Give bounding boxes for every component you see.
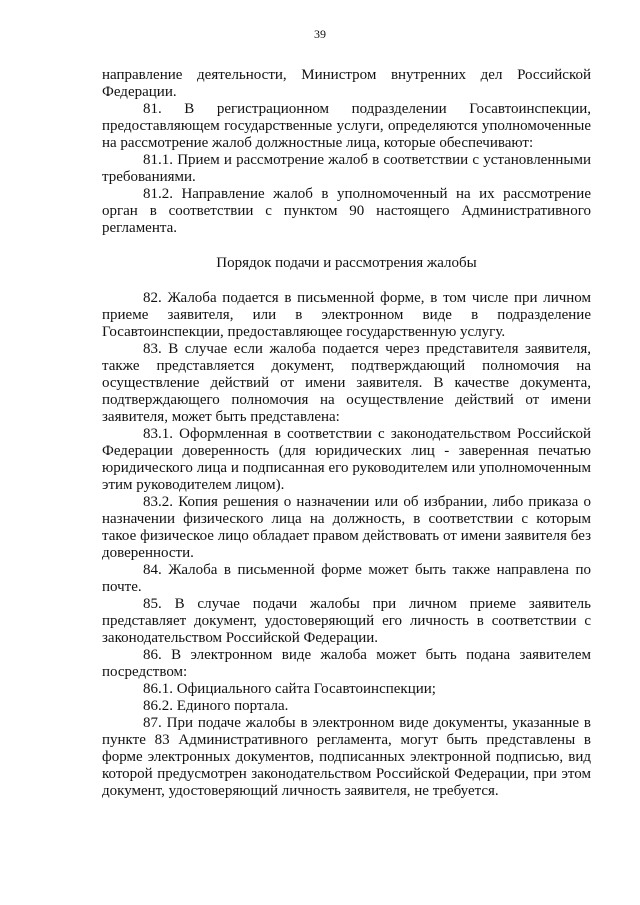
- paragraph-83: 83. В случае если жалоба подается через представителя заявителя, также представляется документ, подтверждающий полномочия на осуществление действий от имени заявителя. В качестве документа, подтверждающего полномочия на осуществление действий от имени заявителя, может быть представлена:: [102, 341, 591, 425]
- section-heading: Порядок подачи и рассмотрения жалобы: [216, 255, 477, 271]
- paragraph-85: 85. В случае подачи жалобы при личном приеме заявитель представляет документ, удостоверяющий его личность в соответствии с законодательством Российской Федерации.: [102, 596, 591, 646]
- paragraph-86-2: 86.2. Единого портала.: [143, 698, 289, 714]
- page-number: 39: [314, 27, 326, 41]
- paragraph-87: 87. При подаче жалобы в электронном виде документы, указанные в пункте 83 Административного регламента, могут быть представлены в форме электронных документов, подписанных электронной подписью, вид которой предусмотрен законодательством Российской Федерации, при этом документ, удостоверяющий личность заявителя, не требуется.: [102, 715, 591, 799]
- paragraph-81-2: 81.2. Направление жалоб в уполномоченный на их рассмотрение орган в соответствии с пунктом 90 настоящего Административного регламента.: [102, 186, 591, 236]
- paragraph-83-2: 83.2. Копия решения о назначении или об избрании, либо приказа о назначении физического лица на должность, в соответствии с которым такое физическое лицо обладает правом действовать от имени заявителя без доверенности.: [102, 494, 591, 561]
- paragraph-81: 81. В регистрационном подразделении Госавтоинспекции, предоставляющем государственные услуги, определяются уполномоченные на рассмотрение жалоб должностные лица, которые обеспечивают:: [102, 101, 591, 151]
- paragraph-continuation: направление деятельности, Министром внутренних дел Российской Федерации.: [102, 67, 591, 100]
- paragraph-86: 86. В электронном виде жалоба может быть подана заявителем посредством:: [102, 647, 591, 680]
- paragraph-82: 82. Жалоба подается в письменной форме, в том числе при личном приеме заявителя, или в электронном виде в подразделение Госавтоинспекции, предоставляющее государственную услугу.: [102, 290, 591, 340]
- paragraph-81-1: 81.1. Прием и рассмотрение жалоб в соответствии с установленными требованиями.: [102, 152, 591, 185]
- paragraph-86-1: 86.1. Официального сайта Госавтоинспекции;: [143, 681, 436, 697]
- paragraph-83-1: 83.1. Оформленная в соответствии с законодательством Российской Федерации доверенность (для юридических лиц - заверенная печатью юридического лица и подписанная его руководителем или уполномоченным этим руководителем лицом).: [102, 426, 591, 493]
- paragraph-84: 84. Жалоба в письменной форме может быть также направлена по почте.: [102, 562, 591, 595]
- document-body: [102, 67, 591, 800]
